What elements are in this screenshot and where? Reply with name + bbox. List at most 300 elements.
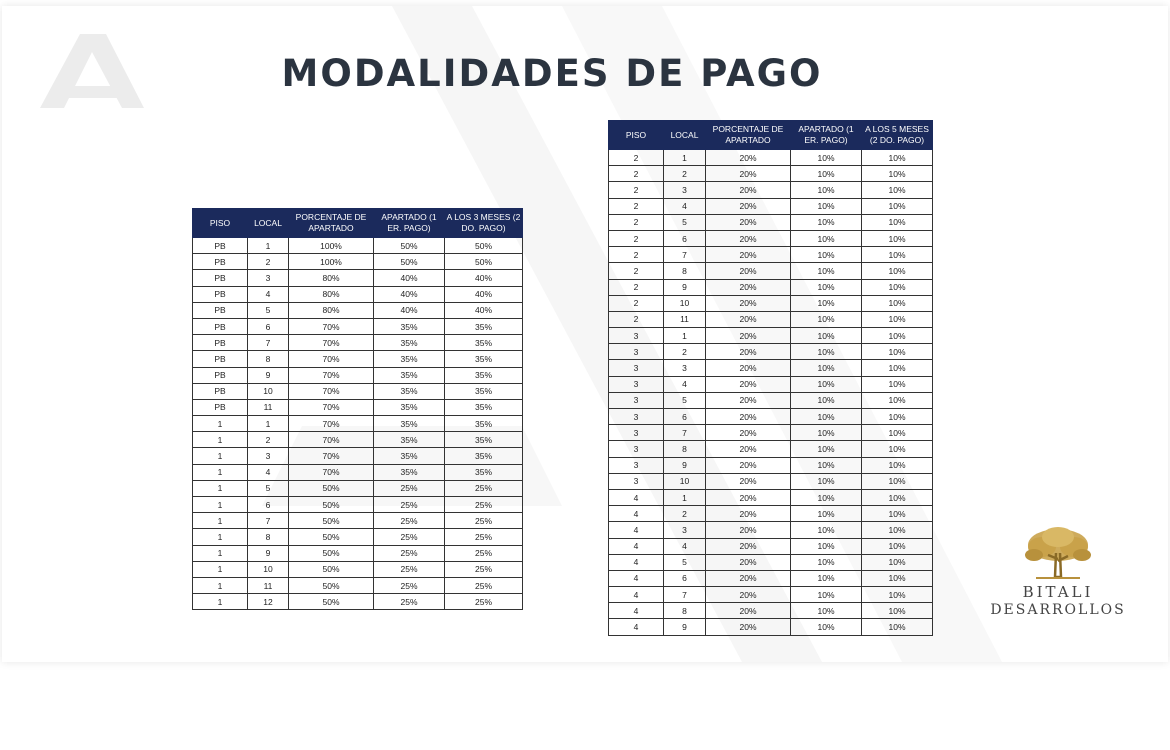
table-cell: 7	[664, 425, 706, 441]
table-row	[609, 506, 933, 522]
table-cell: 25%	[445, 594, 523, 610]
table-cell: 10%	[791, 441, 862, 457]
table-cell: 35%	[445, 351, 523, 367]
table-cell: 70%	[289, 335, 374, 351]
table-cell: 10%	[862, 166, 933, 182]
table-cell: 6	[664, 409, 706, 425]
table-cell: 50%	[374, 238, 445, 254]
table-cell: 20%	[706, 457, 791, 473]
table-cell: 4	[248, 286, 289, 302]
table-cell: 70%	[289, 399, 374, 415]
table-cell: 7	[664, 587, 706, 603]
table-cell: 50%	[289, 594, 374, 610]
table-cell: 20%	[706, 311, 791, 327]
table-cell: 2	[609, 214, 664, 230]
table-cell: 25%	[445, 561, 523, 577]
table-cell: 3	[664, 522, 706, 538]
table-cell: 10%	[862, 360, 933, 376]
table-cell: 20%	[706, 522, 791, 538]
table-row	[609, 441, 933, 457]
table-cell: 10%	[862, 295, 933, 311]
table-cell: 100%	[289, 238, 374, 254]
table-cell: 25%	[374, 497, 445, 513]
table-cell: PB	[193, 318, 248, 334]
table-cell: 20%	[706, 409, 791, 425]
table-cell: 1	[193, 464, 248, 480]
table-row	[609, 457, 933, 473]
table-row	[609, 489, 933, 505]
table-cell: 35%	[374, 351, 445, 367]
column-header: PORCENTAJE DE APARTADO	[289, 209, 374, 238]
table-cell: 10	[248, 383, 289, 399]
table-cell: 35%	[445, 335, 523, 351]
table-cell: 10%	[791, 392, 862, 408]
table-row	[609, 230, 933, 246]
table-cell: 25%	[445, 545, 523, 561]
table-cell: 10%	[791, 214, 862, 230]
table-cell: 2	[248, 254, 289, 270]
table-cell: 4	[664, 538, 706, 554]
table-cell: 7	[664, 247, 706, 263]
table-cell: 35%	[374, 464, 445, 480]
table-row	[193, 432, 523, 448]
table-row	[609, 473, 933, 489]
table-cell: 8	[664, 441, 706, 457]
table-cell: 10%	[791, 230, 862, 246]
table-row	[193, 302, 523, 318]
table-cell: 50%	[289, 577, 374, 593]
table-header	[609, 121, 933, 150]
table-row	[193, 367, 523, 383]
table-cell: 20%	[706, 166, 791, 182]
table-cell: 3	[609, 409, 664, 425]
table-cell: 10%	[791, 425, 862, 441]
table-row	[193, 399, 523, 415]
table-cell: 20%	[706, 473, 791, 489]
table-cell: 2	[664, 506, 706, 522]
table-cell: 12	[248, 594, 289, 610]
table-cell: 2	[248, 432, 289, 448]
table-cell: 1	[193, 529, 248, 545]
table-row	[193, 448, 523, 464]
table-cell: 40%	[374, 302, 445, 318]
table-row	[609, 311, 933, 327]
table-cell: 20%	[706, 506, 791, 522]
table-row	[193, 577, 523, 593]
table-cell: 10	[664, 295, 706, 311]
table-cell: 1	[193, 545, 248, 561]
table-cell: 4	[609, 506, 664, 522]
table-row	[609, 150, 933, 166]
table-cell: 70%	[289, 318, 374, 334]
table-cell: 4	[248, 464, 289, 480]
table-cell: 10%	[791, 473, 862, 489]
table-cell: 10%	[791, 198, 862, 214]
table-cell: 40%	[445, 302, 523, 318]
table-cell: 4	[609, 554, 664, 570]
table-cell: 11	[248, 577, 289, 593]
table-cell: 10%	[791, 619, 862, 635]
table-cell: 1	[193, 480, 248, 496]
table-cell: 35%	[374, 416, 445, 432]
table-cell: 8	[664, 263, 706, 279]
table-cell: 10%	[862, 570, 933, 586]
table-cell: 10%	[862, 425, 933, 441]
table-cell: 3	[248, 448, 289, 464]
table-cell: 50%	[289, 529, 374, 545]
table-cell: PB	[193, 335, 248, 351]
table-cell: 2	[664, 344, 706, 360]
table-cell: 3	[609, 344, 664, 360]
table-cell: 10%	[791, 247, 862, 263]
table-cell: PB	[193, 351, 248, 367]
table-cell: 3	[609, 425, 664, 441]
table-row	[609, 360, 933, 376]
table-row	[609, 522, 933, 538]
table-row	[193, 383, 523, 399]
table-cell: 50%	[445, 254, 523, 270]
table-row	[193, 513, 523, 529]
table-cell: 70%	[289, 416, 374, 432]
table-cell: 25%	[374, 577, 445, 593]
table-cell: 9	[664, 279, 706, 295]
table-cell: 10%	[862, 214, 933, 230]
table-cell: 10%	[862, 247, 933, 263]
table-cell: 5	[664, 392, 706, 408]
table-cell: 3	[609, 441, 664, 457]
table-cell: 10%	[791, 489, 862, 505]
table-cell: 10	[248, 561, 289, 577]
table-cell: PB	[193, 238, 248, 254]
table-cell: 4	[609, 570, 664, 586]
table-cell: 10%	[791, 554, 862, 570]
table-cell: 10%	[862, 230, 933, 246]
table-cell: PB	[193, 383, 248, 399]
table-cell: 35%	[445, 464, 523, 480]
table-row	[609, 214, 933, 230]
table-cell: 20%	[706, 279, 791, 295]
table-cell: 40%	[374, 286, 445, 302]
table-cell: 25%	[374, 480, 445, 496]
table-cell: 10%	[862, 392, 933, 408]
table-cell: 70%	[289, 383, 374, 399]
column-header: LOCAL	[664, 121, 706, 150]
table-cell: 3	[248, 270, 289, 286]
table-cell: 35%	[445, 416, 523, 432]
table-cell: 2	[609, 182, 664, 198]
table-cell: 70%	[289, 351, 374, 367]
table-cell: 40%	[374, 270, 445, 286]
table-cell: 3	[664, 360, 706, 376]
table-cell: 40%	[445, 286, 523, 302]
tree-icon	[1022, 525, 1094, 581]
table-cell: 10%	[791, 570, 862, 586]
table-row	[193, 497, 523, 513]
table-cell: 2	[609, 263, 664, 279]
table-cell: PB	[193, 254, 248, 270]
table-row	[609, 295, 933, 311]
table-cell: 50%	[289, 561, 374, 577]
table-cell: 10%	[791, 263, 862, 279]
table-cell: 10%	[862, 619, 933, 635]
table-cell: 3	[609, 360, 664, 376]
table-row	[609, 554, 933, 570]
table-cell: 50%	[445, 238, 523, 254]
table-cell: 25%	[374, 513, 445, 529]
table-cell: 80%	[289, 286, 374, 302]
table-cell: 25%	[445, 480, 523, 496]
table-row	[193, 480, 523, 496]
table-cell: 10%	[862, 409, 933, 425]
table-cell: 20%	[706, 489, 791, 505]
table-cell: 10%	[791, 522, 862, 538]
table-cell: 1	[193, 448, 248, 464]
table-row	[609, 344, 933, 360]
table-cell: 35%	[374, 383, 445, 399]
table-cell: 35%	[445, 399, 523, 415]
table-row	[609, 392, 933, 408]
table-header	[193, 209, 523, 238]
table-cell: PB	[193, 286, 248, 302]
table-cell: 10%	[791, 409, 862, 425]
table-cell: 40%	[445, 270, 523, 286]
table-cell: 5	[248, 302, 289, 318]
table-row	[609, 619, 933, 635]
table-cell: 1	[664, 489, 706, 505]
table-cell: 9	[664, 619, 706, 635]
table-cell: 1	[193, 416, 248, 432]
table-cell: 4	[609, 603, 664, 619]
table-cell: 5	[664, 214, 706, 230]
table-cell: 4	[609, 587, 664, 603]
table-cell: 8	[664, 603, 706, 619]
table-cell: 20%	[706, 570, 791, 586]
table-cell: 10%	[791, 344, 862, 360]
payment-table-left	[192, 208, 523, 610]
table-cell: 35%	[445, 383, 523, 399]
table-cell: 2	[609, 198, 664, 214]
table-cell: 4	[664, 198, 706, 214]
table-cell: 6	[664, 570, 706, 586]
brand-logo	[978, 525, 1138, 618]
table-cell: 9	[248, 367, 289, 383]
table-cell: 70%	[289, 367, 374, 383]
table-cell: 3	[609, 392, 664, 408]
table-row	[609, 376, 933, 392]
table-cell: 2	[609, 279, 664, 295]
table-cell: 10%	[791, 295, 862, 311]
table-cell: 10%	[862, 489, 933, 505]
table-row	[193, 561, 523, 577]
table-cell: 10%	[791, 603, 862, 619]
table-cell: 1	[193, 577, 248, 593]
table-row	[193, 254, 523, 270]
table-cell: 10%	[862, 198, 933, 214]
table-cell: 10%	[791, 376, 862, 392]
table-cell: 50%	[289, 513, 374, 529]
table-row	[193, 318, 523, 334]
table-cell: 9	[248, 545, 289, 561]
table-row	[193, 416, 523, 432]
table-cell: 20%	[706, 150, 791, 166]
table-row	[609, 587, 933, 603]
table-row	[609, 279, 933, 295]
table-cell: 25%	[374, 594, 445, 610]
column-header: A LOS 5 MESES (2 DO. PAGO)	[862, 121, 933, 150]
column-header: PISO	[609, 121, 664, 150]
table-cell: 10%	[862, 376, 933, 392]
table-cell: 10%	[791, 311, 862, 327]
table-cell: 6	[664, 230, 706, 246]
table-cell: 3	[664, 182, 706, 198]
table-cell: 80%	[289, 302, 374, 318]
table-cell: 10%	[862, 522, 933, 538]
table-cell: 2	[609, 230, 664, 246]
table-cell: 20%	[706, 198, 791, 214]
table-cell: 7	[248, 335, 289, 351]
table-cell: 20%	[706, 230, 791, 246]
table-cell: 20%	[706, 603, 791, 619]
table-row	[609, 409, 933, 425]
table-cell: 35%	[374, 318, 445, 334]
table-cell: 4	[609, 538, 664, 554]
table-cell: 11	[248, 399, 289, 415]
brand-name: BITALI	[1022, 583, 1094, 601]
table-cell: 10%	[791, 182, 862, 198]
table-row	[609, 263, 933, 279]
table-cell: 10%	[862, 182, 933, 198]
table-cell: 11	[664, 311, 706, 327]
table-row	[193, 286, 523, 302]
table-cell: 10%	[862, 279, 933, 295]
table-cell: 1	[193, 432, 248, 448]
payment-table-right	[608, 120, 933, 636]
table-body	[609, 150, 933, 636]
table-cell: 10%	[791, 538, 862, 554]
table-cell: PB	[193, 399, 248, 415]
table-cell: 8	[248, 529, 289, 545]
table-cell: 7	[248, 513, 289, 529]
table-cell: 20%	[706, 247, 791, 263]
table-cell: 70%	[289, 432, 374, 448]
table-cell: 25%	[374, 529, 445, 545]
table-cell: 10%	[791, 166, 862, 182]
table-row	[609, 182, 933, 198]
page-title: MODALIDADES DE PAGO	[281, 52, 823, 95]
table-cell: 50%	[289, 480, 374, 496]
table-cell: 35%	[374, 399, 445, 415]
table-row	[193, 335, 523, 351]
table-cell: 2	[664, 166, 706, 182]
column-header: LOCAL	[248, 209, 289, 238]
table-cell: 9	[664, 457, 706, 473]
table-cell: 10%	[791, 150, 862, 166]
table-cell: 10%	[862, 603, 933, 619]
table-cell: 20%	[706, 619, 791, 635]
table-cell: 25%	[445, 513, 523, 529]
table-row	[609, 538, 933, 554]
table-cell: 1	[193, 497, 248, 513]
table-cell: 4	[609, 619, 664, 635]
column-header: PORCENTAJE DE APARTADO	[706, 121, 791, 150]
table-cell: 10%	[791, 587, 862, 603]
table-cell: 10%	[791, 506, 862, 522]
table-cell: 20%	[706, 425, 791, 441]
table-body	[193, 238, 523, 610]
table-cell: 20%	[706, 214, 791, 230]
table-cell: 35%	[374, 432, 445, 448]
table-cell: PB	[193, 302, 248, 318]
table-row	[609, 603, 933, 619]
table-cell: 1	[664, 150, 706, 166]
table-cell: 4	[609, 489, 664, 505]
table-cell: 25%	[374, 545, 445, 561]
table-cell: 20%	[706, 344, 791, 360]
table-cell: 100%	[289, 254, 374, 270]
table-cell: 10%	[862, 506, 933, 522]
table-cell: 3	[609, 376, 664, 392]
table-cell: 25%	[374, 561, 445, 577]
table-cell: 25%	[445, 577, 523, 593]
table-cell: 25%	[445, 529, 523, 545]
table-cell: 10%	[862, 344, 933, 360]
table-cell: 50%	[289, 497, 374, 513]
table-row	[193, 351, 523, 367]
table-cell: 3	[609, 457, 664, 473]
table-cell: 10	[664, 473, 706, 489]
table-cell: 35%	[445, 432, 523, 448]
table-cell: 10%	[791, 279, 862, 295]
table-cell: 10%	[862, 554, 933, 570]
table-cell: 20%	[706, 295, 791, 311]
table-cell: 8	[248, 351, 289, 367]
table-cell: 20%	[706, 182, 791, 198]
table-cell: 20%	[706, 376, 791, 392]
table-cell: 4	[609, 522, 664, 538]
table-cell: 1	[664, 328, 706, 344]
table-cell: 10%	[862, 263, 933, 279]
table-cell: 4	[664, 376, 706, 392]
table-cell: 6	[248, 497, 289, 513]
table-cell: 35%	[374, 367, 445, 383]
table-row	[193, 464, 523, 480]
table-cell: 20%	[706, 392, 791, 408]
table-cell: 10%	[862, 150, 933, 166]
table-cell: 5	[664, 554, 706, 570]
table-cell: 10%	[862, 587, 933, 603]
table-cell: 20%	[706, 360, 791, 376]
table-cell: 70%	[289, 464, 374, 480]
table-cell: 35%	[445, 318, 523, 334]
table-row	[609, 328, 933, 344]
column-header: PISO	[193, 209, 248, 238]
table-row	[193, 594, 523, 610]
column-header: A LOS 3 MESES (2 DO. PAGO)	[445, 209, 523, 238]
table-row	[609, 247, 933, 263]
table-cell: 10%	[862, 538, 933, 554]
table-row	[609, 198, 933, 214]
table-cell: 20%	[706, 441, 791, 457]
table-cell: 10%	[862, 457, 933, 473]
table-cell: 10%	[791, 328, 862, 344]
table-cell: 10%	[862, 473, 933, 489]
table-row	[193, 545, 523, 561]
table-cell: 20%	[706, 328, 791, 344]
table-cell: 1	[248, 238, 289, 254]
column-header: APARTADO (1 ER. PAGO)	[791, 121, 862, 150]
table-cell: 35%	[374, 335, 445, 351]
brand-subtitle: DESARROLLOS	[990, 602, 1126, 618]
